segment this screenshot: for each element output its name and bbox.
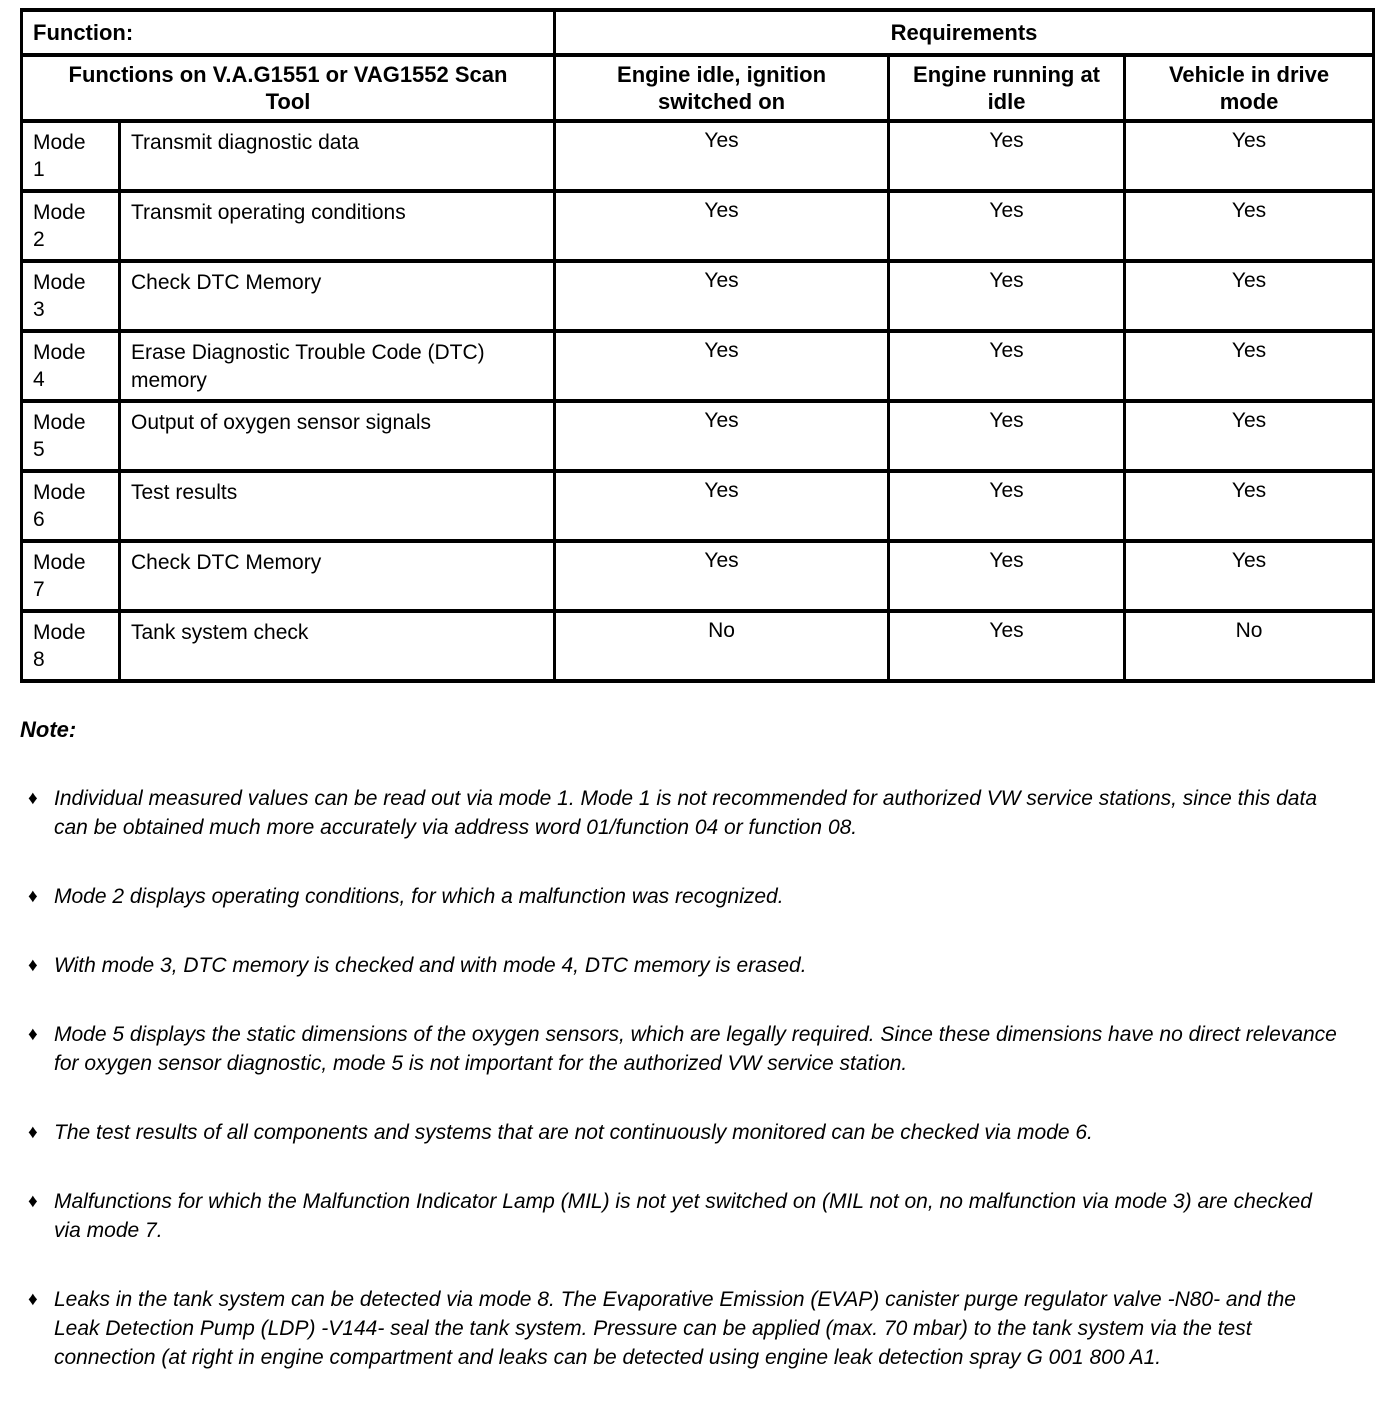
table-row-mode-5 bbox=[22, 401, 1374, 471]
value-cell: Yes bbox=[1125, 331, 1374, 401]
function-cell: Check DTC Memory bbox=[120, 261, 555, 331]
table-row-mode-4 bbox=[22, 331, 1374, 401]
note-text: Individual measured values can be read out via mode 1. Mode 1 is not recommended for authorized VW service stations, since this data can be obtained much more accurately via address word 01/function 04 or function 08. bbox=[54, 787, 1318, 839]
note-text: Malfunctions for which the Malfunction Indicator Lamp (MIL) is not yet switched on (MIL not on, no malfunction via mode 3) are checked via mode 7. bbox=[54, 1190, 1312, 1242]
table-header-row-2 bbox=[22, 55, 1374, 121]
value-cell: Yes bbox=[555, 471, 889, 541]
value-cell: Yes bbox=[555, 541, 889, 611]
value-cell: Yes bbox=[1125, 261, 1374, 331]
mode-cell: Mode 1 bbox=[22, 121, 120, 191]
value-cell: Yes bbox=[1125, 471, 1374, 541]
mode-cell: Mode 7 bbox=[22, 541, 120, 611]
value-cell: Yes bbox=[555, 191, 889, 261]
value-cell: Yes bbox=[1125, 121, 1374, 191]
value-cell: No bbox=[1125, 611, 1374, 681]
diamond-bullet-icon: ♦ bbox=[28, 788, 38, 809]
notes-section bbox=[20, 715, 1372, 1372]
value-cell: Yes bbox=[889, 331, 1125, 401]
value-cell: No bbox=[555, 611, 889, 681]
mode-cell: Mode 3 bbox=[22, 261, 120, 331]
diamond-bullet-icon: ♦ bbox=[28, 1122, 38, 1143]
function-cell: Tank system check bbox=[120, 611, 555, 681]
mode-cell: Mode 6 bbox=[22, 471, 120, 541]
scan-tool-header-cell: Functions on V.A.G1551 or VAG1552 Scan Tool bbox=[22, 55, 555, 121]
value-cell: Yes bbox=[555, 401, 889, 471]
table-row-mode-3 bbox=[22, 261, 1374, 331]
value-cell: Yes bbox=[555, 121, 889, 191]
value-cell: Yes bbox=[1125, 401, 1374, 471]
table-row-mode-7 bbox=[22, 541, 1374, 611]
value-cell: Yes bbox=[889, 191, 1125, 261]
value-cell: Yes bbox=[889, 121, 1125, 191]
note-item bbox=[20, 951, 1372, 980]
mode-cell: Mode 8 bbox=[22, 611, 120, 681]
table-row-mode-1 bbox=[22, 121, 1374, 191]
mode-cell: Mode 5 bbox=[22, 401, 120, 471]
value-cell: Yes bbox=[889, 401, 1125, 471]
note-text: Mode 5 displays the static dimensions of the oxygen sensors, which are legally required. Since these dimensions have no direct relevance for oxygen sensor diagnostic, mode 5 is not important for the authorized VW service station. bbox=[54, 1023, 1337, 1075]
note-text: The test results of all components and systems that are not continuously monitored can be checked via mode 6. bbox=[54, 1121, 1093, 1144]
note-item bbox=[20, 784, 1372, 842]
requirements-header-cell: Requirements bbox=[555, 10, 1374, 55]
function-cell: Test results bbox=[120, 471, 555, 541]
note-text: Leaks in the tank system can be detected via mode 8. The Evaporative Emission (EVAP) canister purge regulator valve -N80- and the Leak Detection Pump (LDP) -V144- seal the tank system. Pressure can be applied (max. 70 mbar) to the tank system via the test connection (at right in engine compartment and leaks can be detected using engine leak detection spray G 001 800 A1. bbox=[54, 1288, 1296, 1369]
notes-title: Note: bbox=[20, 717, 77, 742]
function-cell: Check DTC Memory bbox=[120, 541, 555, 611]
value-cell: Yes bbox=[1125, 541, 1374, 611]
value-cell: Yes bbox=[889, 611, 1125, 681]
function-cell: Erase Diagnostic Trouble Code (DTC) memory bbox=[120, 331, 555, 401]
diamond-bullet-icon: ♦ bbox=[28, 1191, 38, 1212]
table-row-mode-2 bbox=[22, 191, 1374, 261]
note-item bbox=[20, 1118, 1372, 1147]
value-cell: Yes bbox=[555, 331, 889, 401]
table-header-row-1 bbox=[22, 10, 1374, 55]
req-column-header-vehicle-drive: Vehicle in drive mode bbox=[1125, 55, 1374, 121]
function-cell: Transmit diagnostic data bbox=[120, 121, 555, 191]
diamond-bullet-icon: ♦ bbox=[28, 1289, 38, 1310]
diamond-bullet-icon: ♦ bbox=[28, 886, 38, 907]
value-cell: Yes bbox=[889, 261, 1125, 331]
diagnostic-modes-table bbox=[20, 8, 1375, 683]
function-cell: Output of oxygen sensor signals bbox=[120, 401, 555, 471]
value-cell: Yes bbox=[555, 261, 889, 331]
function-header-cell: Function: bbox=[22, 10, 555, 55]
diamond-bullet-icon: ♦ bbox=[28, 955, 38, 976]
table-row-mode-8 bbox=[22, 611, 1374, 681]
note-item bbox=[20, 1187, 1372, 1245]
mode-cell: Mode 4 bbox=[22, 331, 120, 401]
note-item bbox=[20, 1285, 1372, 1372]
note-item bbox=[20, 1020, 1372, 1078]
req-column-header-engine-idle: Engine idle, ignition switched on bbox=[555, 55, 889, 121]
note-text: Mode 2 displays operating conditions, for which a malfunction was recognized. bbox=[54, 885, 784, 908]
note-item bbox=[20, 882, 1372, 911]
function-cell: Transmit operating conditions bbox=[120, 191, 555, 261]
diamond-bullet-icon: ♦ bbox=[28, 1024, 38, 1045]
note-text: With mode 3, DTC memory is checked and with mode 4, DTC memory is erased. bbox=[54, 954, 807, 977]
req-column-header-engine-running: Engine running at idle bbox=[889, 55, 1125, 121]
value-cell: Yes bbox=[1125, 191, 1374, 261]
table-row-mode-6 bbox=[22, 471, 1374, 541]
value-cell: Yes bbox=[889, 541, 1125, 611]
value-cell: Yes bbox=[889, 471, 1125, 541]
mode-cell: Mode 2 bbox=[22, 191, 120, 261]
